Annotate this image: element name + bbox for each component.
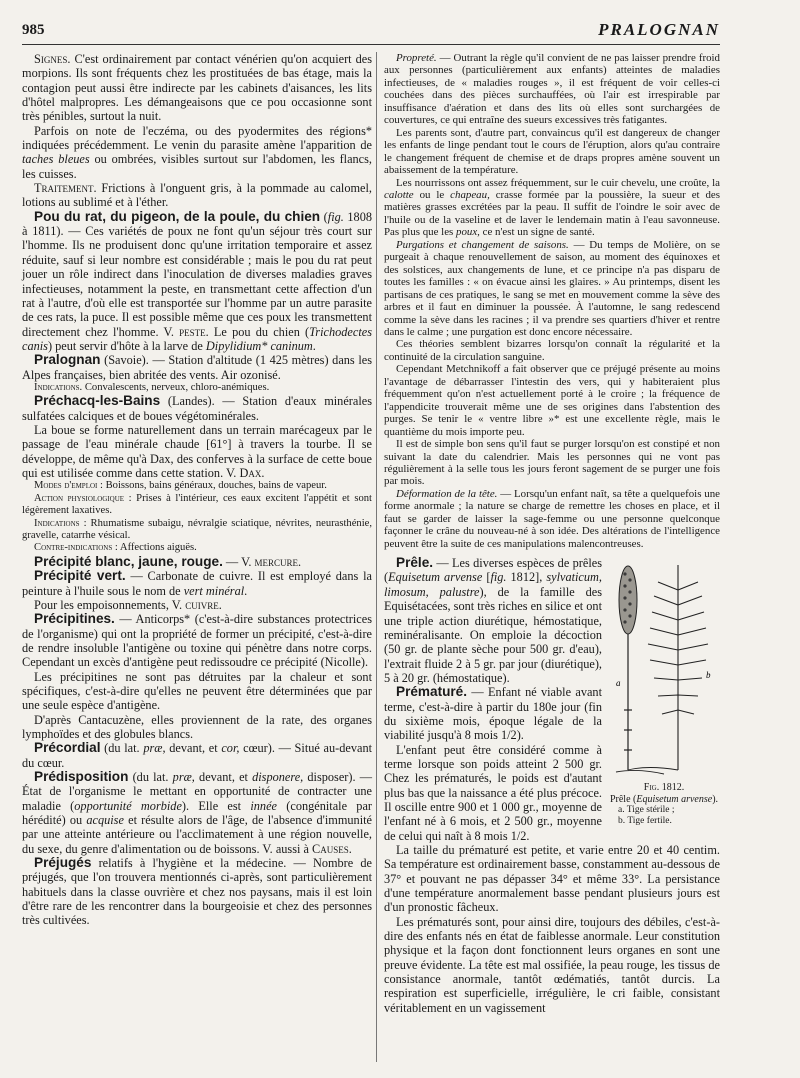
bon-sens-paragraph: Il est de simple bon sens qu'il faut se purger lorsqu'on est constipé et non suivant la date du calendrier. Mais les personnes qui ne vont pas régulièrement à la selle tous les jours feront sagement de se purger une fois par mois.	[384, 438, 720, 488]
entry-heading: Précipitines.	[34, 611, 115, 627]
figure-caption: Fig. 1812. Prêle (Equisetum arvense).	[609, 782, 719, 805]
entry-heading: Précipité vert.	[34, 568, 126, 584]
figure-letter-b: b	[706, 670, 711, 681]
purgations-paragraph: Purgations et changement de saisons. — Du temps de Molière, on se purgeait à chaque renouvellement de saison, au moment des équinoxes et des solstices, aux changements de lune, et ce principe n'a pas disparu de toutes les familles : « on évacue ainsi les glaires. » Au printemps, disent les partisans de ces pratiques, le sang se met en mouvement comme la sève des arbres et il faut en diminuer la poussée. À l'automne, le sang redescend comme la sève dans les racines ; il va prendre ses quartiers d'hiver et rentre dans le calme ; une purgation est donc encore nécessaire.	[384, 238, 721, 338]
entry-predisposition: Prédisposition (du lat. præ, devant, et disponere, disposer). — État de l'organisme le mettant en opportunité de contracter une maladie (opportunité morbide). Elle est innée (congénitale par hérédité) ou acquise et résulte alors de l'âge, de l'absence d'immunité par une atteinte antérieure ou l'acclimatement à une région nouvelle, du sexe, du genre d'alimentation ou de boissons. V. aussi à Causes.	[22, 768, 373, 856]
precipitines-p3: D'après Cantacuzène, elles proviennent de la rate, des organes lymphoïdes et des globules blancs.	[22, 712, 372, 741]
entry-precipite-vert: Précipité vert. — Carbonate de cuivre. Il est employé dans la peinture à l'huile sous le nom de vert minéral.	[22, 568, 372, 598]
pralognan-indications: Indications. Convalescents, nerveux, chloro-anémiques.	[34, 381, 270, 393]
entry-heading: Préjugés	[34, 855, 92, 871]
signes-paragraph: Signes. C'est ordinairement par contact vénérien qu'on acquiert des morpions. Ils sont fréquents chez les prostituées de bas étage, mais la contagion peut aussi être indirecte par les cabinets d'aisances, les lits d'hôtel malpropres. Les démangeaisons que ce pou occasionne sont très pénibles, surtout la nuit.	[22, 52, 372, 124]
entry-heading: Pou du rat, du pigeon, de la poule, du chien	[34, 208, 321, 224]
prechacq-boue: La boue se forme naturellement dans un terrain marécageux par le passage de l'eau minérale chaude [61°] à travers la tourbe. Il se développe, de même qu'à Dax, des conferves à la surface de cette boue qui est utilisée comme dans cette station. V. Dax.	[22, 423, 372, 481]
nourrissons-paragraph: Les nourrissons ont assez fréquemment, sur le cuir chevelu, une croûte, la calotte ou le chapeau, crasse formée par la poussière, la sueur et des matières grasses excrétées par la peau. Il suffit de l'oindre le soir avec de l'huile ou de la vaseline et de laver le lendemain matin à l'eau savonneuse. Pas plus que les poux, ce n'est un signe de santé.	[384, 176, 720, 239]
entry-pou-du-rat: Pou du rat, du pigeon, de la poule, du chien (fig. 1808 à 1811). — Ces variétés de poux ne font qu'un séjour très court sur l'homme. Ils ne produisent donc qu'une irritation temporaire et assez réduite, sauf si leur nombre est considérable ; mais le pou du rat peut jouer un rôle indirect dans l'inoculation de diverses maladies graves infectieuses, notamment la peste, en transmettant cette affection d'un rat à l'autre, d'où elle est transportée sur l'homme par un autre parasite de ces rats, la puce. Il est possible même que ces poux les transmettent directement chez l'homme. V. peste. Le pou du chien (Trichodectes canis) peut servir d'hôte à la larve de Dipylidium* caninum.	[22, 208, 373, 353]
entry-precipitines: Précipitines. — Anticorps* (c'est-à-dire substances protectrices de l'organisme) qui ont la propriété de former un précipité, c'est-à-dire de rendre insoluble l'antigène ou toxine qui pénètre dans notre corps. Cependant un excès d'antigène peut redissoudre ce précipité (Nicolle).	[22, 611, 372, 670]
prechacq-action: Action physiologique : Prises à l'intérieur, ces eaux excitent l'appétit et sont légèrement laxatives.	[22, 492, 372, 517]
eczema-paragraph: Parfois on note de l'eczéma, ou des pyodermites des régions* indiquées précédemment. Le venin du parasite amène l'apparition de taches bleues ou ombrées, visibles surtout sur l'abdomen, les flancs, les cuisses.	[22, 123, 373, 181]
figure-1812	[608, 560, 720, 830]
entry-prele: Prêle. — Les diverses espèces de prêles (Equisetum arvense [fig. 1812], sylvaticum, limosum, palustre), de la famille des Equisétacées, sont très riches en silice et ont une triple action diurétique, hémostatique, reminéralisante. On emploie la décoction (50 gr. de plante sèche pour 500 gr. d'eau), l'extrait fluide 2 à 5 gr. par jour (diurétique), 5 à 20 gr. (hémostatique).	[384, 555, 602, 685]
prele-section	[384, 556, 720, 1015]
horsetail-illustration	[608, 560, 720, 775]
parents-paragraph: Les parents sont, d'autre part, convaincus qu'il est dangereux de changer les enfants de linge pendant tout le cours de l'éruption, alors qu'au contraire le changement fréquent de chemise et de draps propres amène souvent un abaissement de la température.	[384, 126, 720, 177]
page-number: 985	[22, 22, 45, 38]
entry-heading: Précipité blanc, jaune, rouge.	[34, 553, 223, 569]
precipitines-p2: Les précipitines ne sont pas détruites par la chaleur et sont spécifiques, c'est-à-dire qu'elles ne peuvent être déterminées que par une seule espèce d'antigène.	[22, 669, 372, 713]
entry-precordial: Précordial (du lat. præ, devant, et cor, cœur). — Situé au-devant du cœur.	[22, 740, 373, 770]
figure-note-b: b. Tige fertile.	[618, 816, 672, 827]
premature-debiles: Les prématurés sont, pour ainsi dire, toujours des débiles, c'est-à-dire des enfants nés en état de faiblesse anormale. Leur constitution physique et la façon dont fonctionnent leurs organes en sont une preuve évidente. La tête est mal ossifiée, la peau rouge, les tissus de consistance anormale, tantôt œdématiés, tantôt durcis. La respiration est superficielle, irrégulière, le cri faible, consistant véritablement en un vagissement	[384, 914, 720, 1015]
entry-heading: Prématuré.	[396, 684, 468, 700]
entry-heading: Pralognan	[34, 352, 101, 368]
column-divider	[376, 52, 377, 1062]
prechacq-modes: Modes d'emploi : Boissons, bains généraux, douches, bains de vapeur.	[34, 480, 327, 492]
entry-premature: Prématuré. — Enfant né viable avant terme, c'est-à-dire à partir du 180e jour (fin du sixième mois, époque légale de la viabilité jusqu'à 8 mois 1/2).	[384, 684, 602, 743]
entry-prejuges: Préjugés relatifs à l'hygiène et la médecine. — Nombre de préjugés, que l'on trouvera mentionnés ci-après, sont particulièrement habituels dans la classe ouvrière et chez nos paysans, mais il est loin d'être rare de les rencontrer dans la bourgeoisie et chez des personnes très cultivées.	[22, 855, 372, 928]
metchnikoff-paragraph: Cependant Metchnikoff a fait observer que ce préjugé présente au moins l'avantage de débarrasser l'intestin des vers, qui y habiteraient plus fréquemment qu'on n'est actuellement porté à le croire ; la fréquence de l'appendicite trouverait même une de ses origines dans l'abstention des purges. Se tenir le « ventre libre »* est une excellente règle, mais le quantième du mois importe peu.	[384, 363, 720, 438]
traitement-paragraph: Traitement. Frictions à l'onguent gris, à la pommade au calomel, lotions au sublimé et à l'éther.	[22, 181, 372, 210]
theories-paragraph: Ces théories semblent bizarres lorsqu'on connaît la régularité et la continuité de la circulation sanguine.	[384, 338, 720, 363]
header-rule	[22, 44, 720, 45]
prechacq-contre-indications: Contre-indications : Affections aiguës.	[34, 542, 197, 554]
deformation-paragraph: Déformation de la tête. — Lorsqu'un enfant naît, sa tête a quelquefois une forme anormale ; la nature se charge de remettre les choses en place, et il faut se garder de laisser la sage-femme ou une personne quelconque façonner le crâne du nouveau-né à son idée. Des altérations de l'intelligence peuvent être la suite de ces manipulations malencontreuses.	[384, 487, 720, 550]
left-column	[22, 52, 372, 928]
entry-heading: Prédisposition	[34, 768, 129, 784]
entry-heading: Préchacq-les-Bains	[34, 393, 161, 409]
prechacq-indications: Indications : Rhumatisme subaigu, névralgie sciatique, névrites, neurasthénie, gravelle, catarrhe vésical.	[22, 517, 372, 541]
entry-precipite-blanc: Précipité blanc, jaune, rouge. — V. mercure.	[34, 553, 302, 569]
entry-prechacq: Préchacq-les-Bains (Landes). — Station d'eaux minérales sulfatées calciques et de boues végétominérales.	[22, 393, 372, 423]
figure-note-a: a. Tige stérile ;	[618, 805, 675, 816]
precipite-vert-empoisonnements: Pour les empoisonnements, V. cuivre.	[34, 597, 222, 612]
running-title: PRALOGNAN	[598, 20, 720, 39]
proprete-paragraph: Propreté. — Outrant la règle qu'il convient de ne pas laisser prendre froid aux personnes (particulièrement aux enfants) atteintes de maladies infectieuses, de « maladies rouges », il est fréquent de voir celles-ci couchées dans des pièces surchauffées, où l'air est irrespirable par insuffisance d'aération et dans des lits où elles sont surchargées de couvertures, ce qui entraîne des sueurs excessives très fatigantes.	[384, 52, 720, 127]
right-column	[384, 52, 720, 1015]
premature-poids: L'enfant peut être considéré comme à terme lorsque son poids atteint 2 500 gr. Chez les prématurés, le poids est d'autant plus bas que la naissance a été plus précoce. Il oscille entre 900 et 1 000 gr., moyenne de l'enfant né à 6 mois, et 2 500 gr., moyenne de celui qui naît à 8 mois 1/2.	[384, 742, 602, 843]
premature-taille: La taille du prématuré est petite, et varie entre 20 et 40 centim. Sa température est ordinairement basse, constamment au-dessous de 37° et pouvant ne pas dépasser 34° et même 33°. La persistance d'une température anormalement basse pendant plusieurs jours est d'un pronostic fâcheux.	[384, 843, 721, 915]
entry-heading: Prêle.	[396, 555, 434, 571]
entry-pralognan: Pralognan (Savoie). — Station d'altitude (1 425 mètres) dans les Alpes françaises, bien abritée des vents. Air ozonisé.	[22, 352, 372, 382]
figure-letter-a: a	[616, 678, 621, 689]
entry-heading: Précordial	[34, 740, 101, 756]
